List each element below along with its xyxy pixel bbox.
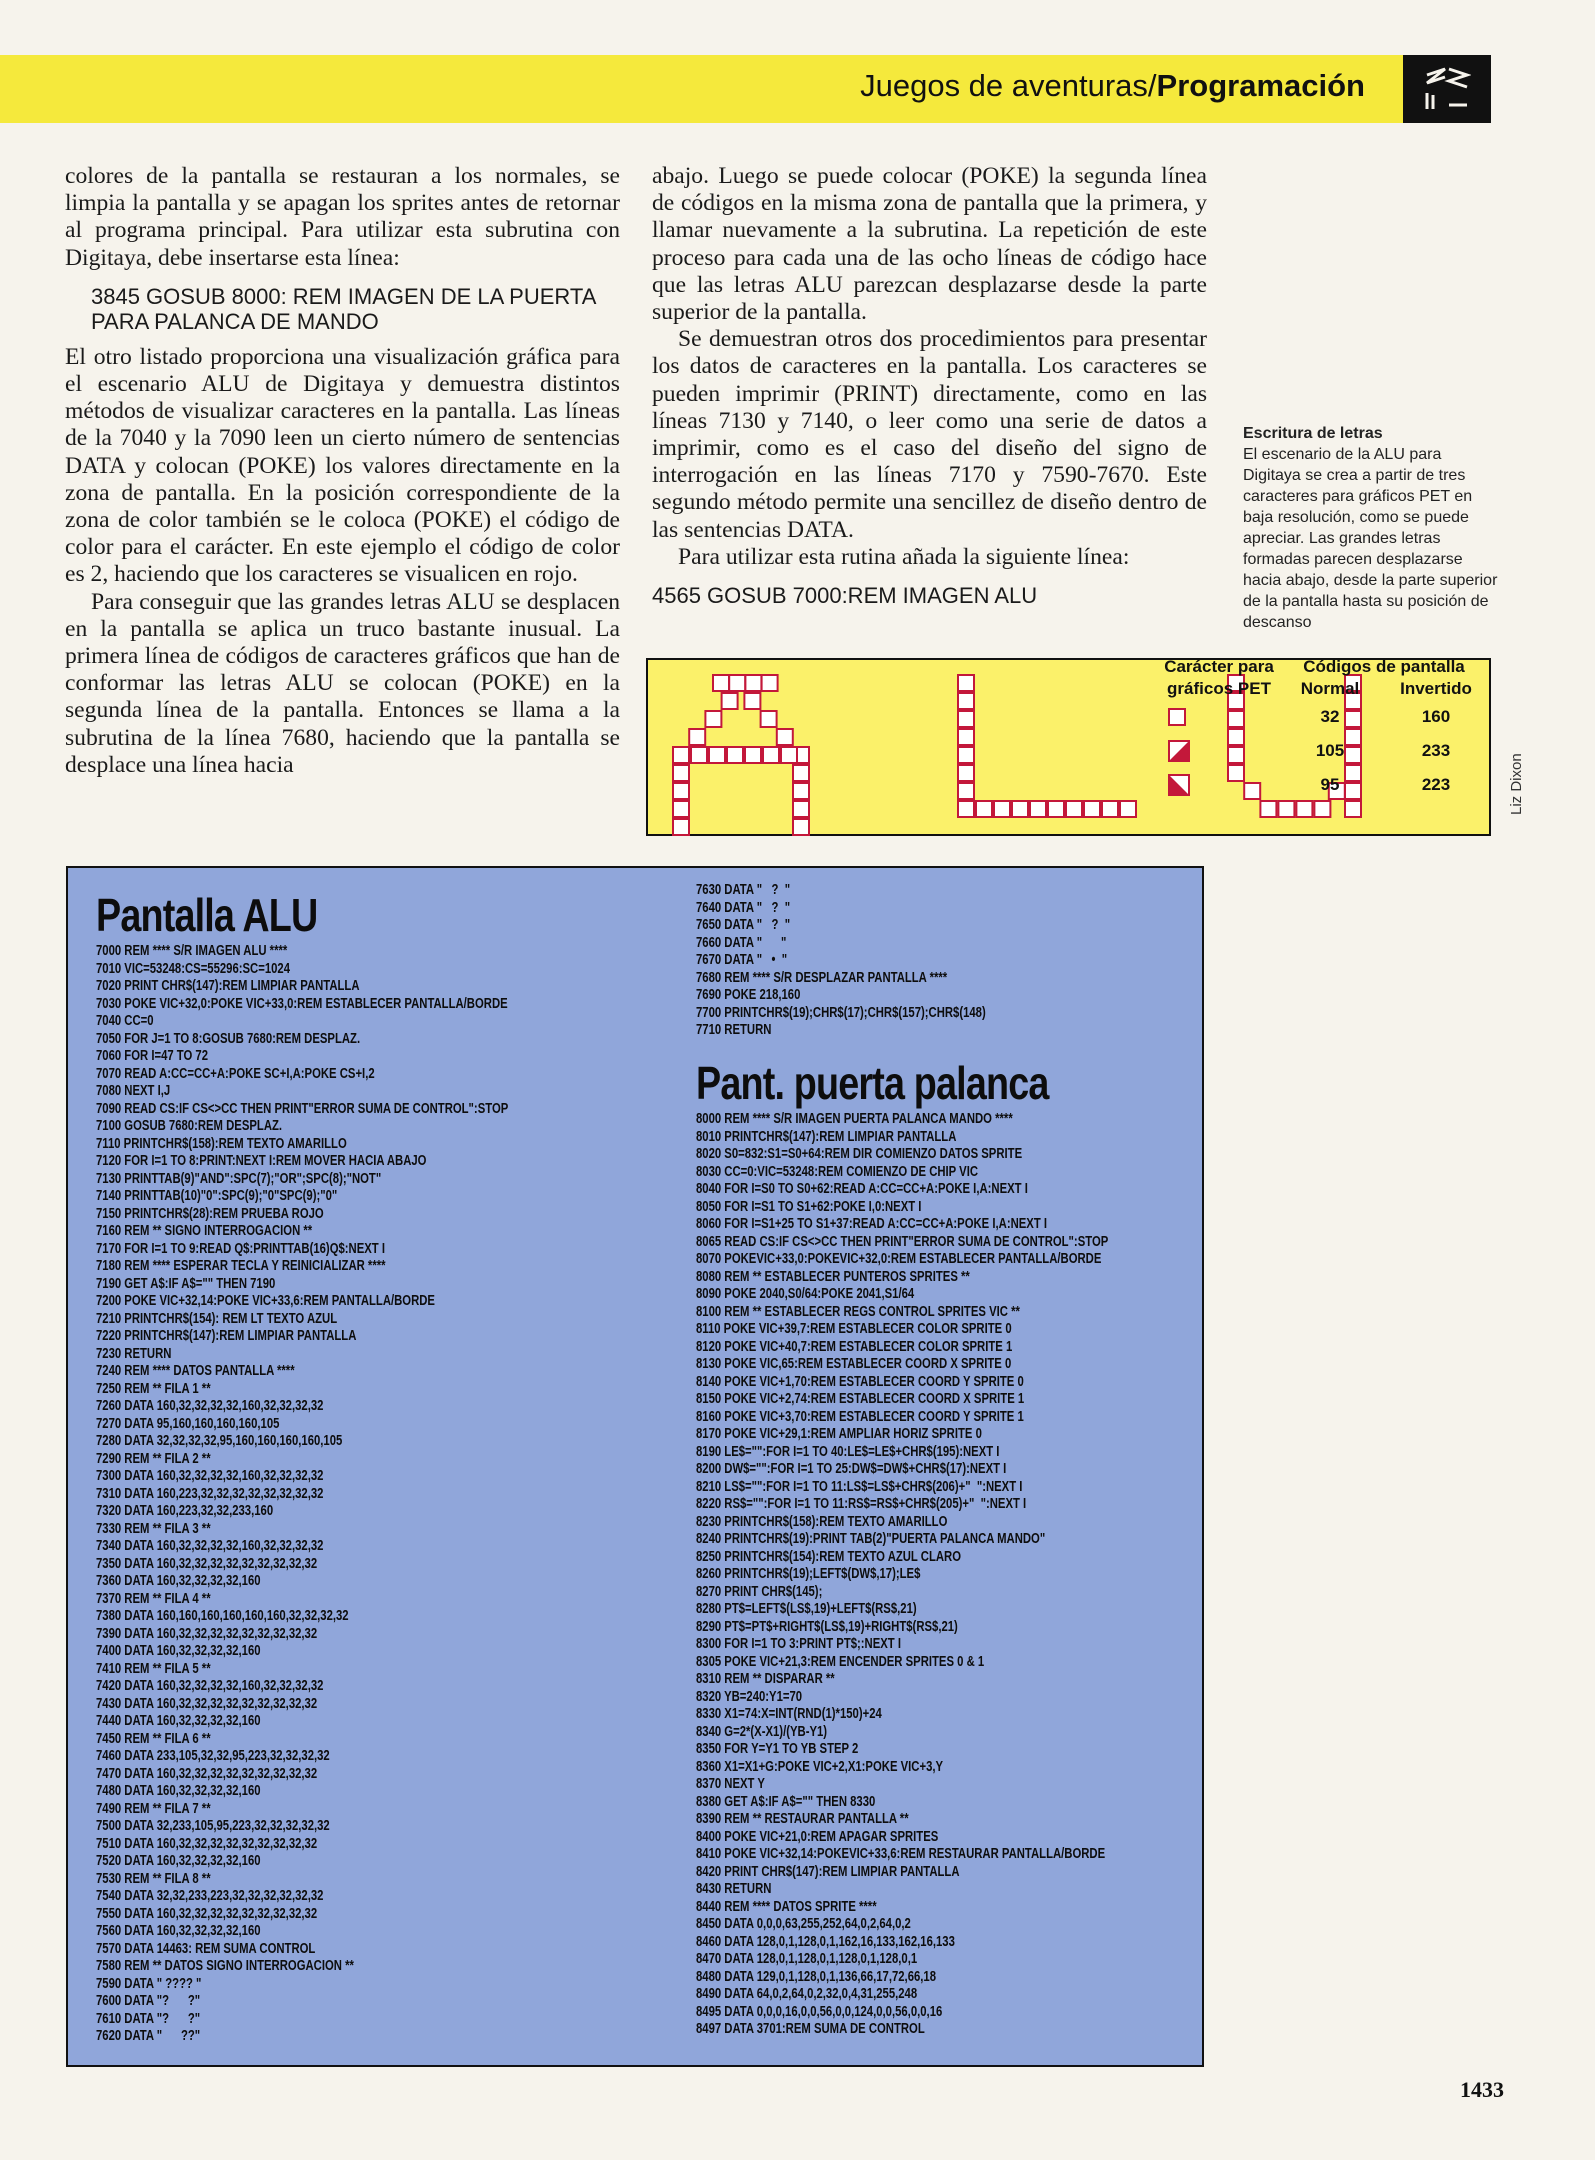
alu-block [793,765,809,781]
alu-block [689,729,705,745]
program-listing-box [66,866,1204,2067]
header-section: Juegos de aventuras/ [860,68,1157,103]
table-header-character-2: gráficos PET [1167,679,1271,698]
alu-block [691,747,707,763]
table-row [1160,700,1490,734]
caption-text: El escenario de la ALU para Digitaya se crea a partir de tres caracteres para gráficos PET en baja resolución, como se puede apreciar. Las grandes letras formadas parecen desplazarse hacia abajo, desde la parte superior de la pantalla hasta su posición de descanso [1243,446,1498,631]
listing-title-door: Pant. puerta palanca [696,1057,1049,1109]
alu-block [762,675,778,691]
table-row [1160,734,1490,768]
alu-block [713,675,729,691]
alu-block [958,729,974,745]
table-cell-normal: 95 [1320,775,1340,794]
paragraph: abajo. Luego se puede colocar (POKE) la segunda línea de códigos en la misma zona de pantalla que la primera, y llamar nuevamente a la subrutina. La repetición de este proceso para cada una de las ocho líneas de código hace que las letras ALU parezcan desplazarse desde la parte superior de la pantalla. [652,163,1207,326]
alu-block [1120,801,1136,817]
alu-block [958,801,974,817]
pet-char-blank-icon [1168,708,1186,726]
alu-block [673,783,689,799]
paragraph: Para conseguir que las grandes letras ALU se desplacen en la pantalla se aplica un truco bastante inusual. La primera línea de códigos de caracteres gráficos que han de conformar las letras ALU se colocan (POKE) en la segunda línea de la pantalla. Entonces se llama a la subrutina de la línea 7680, haciendo que la pantalla se desplace una línea hacia [65,588,620,778]
pet-graphics-table [1160,656,1490,802]
alu-block [1066,801,1082,817]
alu-block [1314,801,1330,817]
alu-block [994,801,1010,817]
page-number: 1433 [1460,2077,1504,2102]
alu-block [1048,801,1064,817]
caption-title: Escritura de letras [1243,425,1383,442]
alu-block [744,693,760,709]
alu-block [722,693,738,709]
listing-code-alu: 7000 REM **** S/R IMAGEN ALU **** 7010 VIC=53248:CS=55296:SC=1024 7020 PRINT CHR$(147):REM LIMPIAR PANTALLA 7030 POKE VIC+32,0:POKE VIC+33,0:REM ESTABLECER PANTALLA/BORDE 7040 CC=0 7050 FOR J=1 TO 8:GOSUB 7680:REM DESPLAZ. 7060 FOR I=47 TO 72 7070 READ A:CC=CC+A:POKE SC+I,A:POKE CS+I,2 7080 NEXT I,J 7090 READ CS:IF CS<>CC THEN PRINT"ERROR SUMA DE CONTROL":STOP 7100 GOSUB 7680:REM DESPLAZ. 7110 PRINTCHR$(158):REM TEXTO AMARILLO 7120 FOR I=1 TO 8:PRINT:NEXT I:REM MOVER HACIA ABAJO 7130 PRINTTAB(9)"AND":SPC(7);"OR";SPC(8);"NOT" 7140 PRINTTAB(10)"0":SPC(9);"0"SPC(9);"0" 7150 PRINTCHR$(28):REM PRUEBA ROJO 7160 REM ** SIGNO INTERROGACION ** 7170 FOR I=1 TO 9:READ Q$:PRINTTAB(16)Q$:NEXT I 7180 REM **** ESPERAR TECLA Y REINICIALIZAR **** 7190 GET A$:IF A$="" THEN 7190 7200 POKE VIC+32,14:POKE VIC+33,6:REM PANTALLA/BORDE 7210 PRINTCHR$(154): REM LT TEXTO AZUL 7220 PRINTCHR$(147):REM LIMPIAR PANTALLA 7230 RETURN 7240 REM **** DATOS PANTALLA **** 7250 REM ** FILA 1 ** 7260 DATA 160,32,32,32,32,160,32,32,32,32 7270 DATA 95,160,160,160,160,105 7280 DATA 32,32,32,32,95,160,160,160,160,105 7290 REM ** FILA 2 ** 7300 DATA 160,32,32,32,32,160,32,32,32,32 7310 DATA 160,223,32,32,32,32,32,32,32,32 7320 DATA 160,223,32,32,233,160 7330 REM ** FILA 3 ** 7340 DATA 160,32,32,32,32,160,32,32,32,32 7350 DATA 160,32,32,32,32,32,32,32,32,32 7360 DATA 160,32,32,32,32,160 7370 REM ** FILA 4 ** 7380 DATA 160,160,160,160,160,160,32,32,32,32 7390 DATA 160,32,32,32,32,32,32,32,32,32 7400 DATA 160,32,32,32,32,160 7410 REM ** FILA 5 ** 7420 DATA 160,32,32,32,32,160,32,32,32,32 7430 DATA 160,32,32,32,32,32,32,32,32,32 7440 DATA 160,32,32,32,32,160 7450 REM ** FILA 6 ** 7460 DATA 233,105,32,32,95,223,32,32,32,32 7470 DATA 160,32,32,32,32,32,32,32,32,32 7480 DATA 160,32,32,32,32,160 7490 REM ** FILA 7 ** 7500 DATA 32,233,105,95,223,32,32,32,32,32 7510 DATA 160,32,32,32,32,32,32,32,32,32 7520 DATA 160,32,32,32,32,160 7530 REM ** FILA 8 ** 7540 DATA 32,32,233,223,32,32,32,32,32,32 7550 DATA 160,32,32,32,32,32,32,32,32,32 7560 DATA 160,32,32,32,32,160 7570 DATA 14463: REM SUMA CONTROL 7580 REM ** DATOS SIGNO INTERROGACION ** 7590 DATA " ???? " 7600 DATA "? ?" 7610 DATA "? ?" 7620 DATA " ??" [96,943,509,2044]
alu-block [673,819,689,835]
alu-block [958,765,974,781]
alu-block [976,801,992,817]
alu-block [777,729,793,745]
alu-block [958,693,974,709]
table-header-normal: Normal [1300,679,1360,698]
alu-block [793,801,809,817]
pet-char-diag-right-icon [1168,740,1190,762]
zigzag-icon [1403,55,1491,123]
alu-block [729,675,745,691]
listing-code-alu-cont: 7630 DATA " ? " 7640 DATA " ? " 7650 DATA " ? " 7660 DATA " " 7670 DATA " • " 7680 REM **** S/R DESPLAZAR PANTALLA **** 7690 POKE 218,160 7700 PRINTCHR$(19);CHR$(17);CHR$(157);CHR$(148) 7710 RETURN [696,882,986,1038]
alu-block [958,747,974,763]
code-snippet: 4565 GOSUB 7000:REM IMAGEN ALU [652,583,1038,609]
alu-block [709,747,725,763]
alu-block [705,711,721,727]
paragraph: Para utilizar esta rutina añada la siguiente línea: [678,543,1130,570]
article-column-1 [65,163,620,779]
header-topic: Programación [1156,68,1365,103]
paragraph: El otro listado proporciona una visualización gráfica para el escenario ALU de Digitaya y demuestra distintos métodos de visualizar caracteres en la pantalla. Las líneas de la 7040 y la 7090 leen un cierto número de sentencias DATA y colocan (POKE) los valores directamente en la zona de pantalla. En la posición correspondiente de la zona de color también se le coloca (POKE) el código de color para el carácter. En este ejemplo el código de color es 2, haciendo que los caracteres se visualicen en rojo. [65,343,620,588]
alu-block [793,783,809,799]
pet-char-diag-left-icon [1168,774,1190,796]
alu-block [1030,801,1046,817]
alu-block [727,747,743,763]
alu-block [958,783,974,799]
table-cell-inverted: 223 [1421,775,1451,794]
table-cell-normal: 32 [1320,707,1340,726]
page-header-title [860,68,1365,104]
alu-block [761,711,777,727]
alu-block [958,711,974,727]
figure-caption [1243,423,1503,633]
alu-block [1012,801,1028,817]
alu-block [1260,801,1276,817]
table-row [1160,768,1490,802]
alu-block [1084,801,1100,817]
alu-block [1296,801,1312,817]
table-cell-inverted: 233 [1421,741,1451,760]
illustrator-credit: Liz Dixon [1508,753,1525,815]
alu-block [1278,801,1294,817]
table-header-inverted: Invertido [1400,679,1472,698]
alu-block [763,747,779,763]
listing-code-door: 8000 REM **** S/R IMAGEN PUERTA PALANCA MANDO **** 8010 PRINTCHR$(147):REM LIMPIAR PANTALLA 8020 S0=832:S1=S0+64:REM DIR COMIENZO DATOS SPRITE 8030 CC=0:VIC=53248:REM COMIENZO DE CHIP VIC 8040 FOR I=S0 TO S0+62:READ A:CC=CC+A:POKE I,A:NEXT I 8050 FOR I=S1 TO S1+62:POKE I,0:NEXT I 8060 FOR I=S1+25 TO S1+37:READ A:CC=CC+A:POKE I,A:NEXT I 8065 READ CS:IF CS<>CC THEN PRINT"ERROR SUMA DE CONTROL":STOP 8070 POKEVIC+33,0:POKEVIC+32,0:REM ESTABLECER PANTALLA/BORDE 8080 REM ** ESTABLECER PUNTEROS SPRITES ** 8090 POKE 2040,S0/64:POKE 2041,S1/64 8100 REM ** ESTABLECER REGS CONTROL SPRITES VIC ** 8110 POKE VIC+39,7:REM ESTABLECER COLOR SPRITE 0 8120 POKE VIC+40,7:REM ESTABLECER COLOR SPRITE 1 8130 POKE VIC,65:REM ESTABLECER COORD X SPRITE 0 8140 POKE VIC+1,70:REM ESTABLECER COORD Y SPRITE 0 8150 POKE VIC+2,74:REM ESTABLECER COORD X SPRITE 1 8160 POKE VIC+3,70:REM ESTABLECER COORD Y SPRITE 1 8170 POKE VIC+29,1:REM AMPLIAR HORIZ SPRITE 0 8190 LE$="":FOR I=1 TO 40:LE$=LE$+CHR$(195):NEXT I 8200 DW$="":FOR I=1 TO 25:DW$=DW$+CHR$(17):NEXT I 8210 LS$="":FOR I=1 TO 11:LS$=LS$+CHR$(206)+" ":NEXT I 8220 RS$="":FOR I=1 TO 11:RS$=RS$+CHR$(205)+" ":NEXT I 8230 PRINTCHR$(158):REM TEXTO AMARILLO 8240 PRINTCHR$(19):PRINT TAB(2)"PUERTA PALANCA MANDO" 8250 PRINTCHR$(154):REM TEXTO AZUL CLARO 8260 PRINTCHR$(19);LEFT$(DW$,17);LE$ 8270 PRINT CHR$(145); 8280 PT$=LEFT$(LS$,19)+LEFT$(RS$,21) 8290 PT$=PT$+RIGHT$(LS$,19)+RIGHT$(RS$,21) 8300 FOR I=1 TO 3:PRINT PT$;:NEXT I 8305 POKE VIC+21,3:REM ENCENDER SPRITES 0 & 1 8310 REM ** DISPARAR ** 8320 YB=240:Y1=70 8330 X1=74:X=INT(RND(1)*150)+24 8340 G=2*(X-X1)/(YB-Y1) 8350 FOR Y=Y1 TO YB STEP 2 8360 X1=X1+G:POKE VIC+2,X1:POKE VIC+3,Y 8370 NEXT Y 8380 GET A$:IF A$="" THEN 8330 8390 REM ** RESTAURAR PANTALLA ** 8400 POKE VIC+21,0:REM APAGAR SPRITES 8410 POKE VIC+32,14:POKEVIC+33,6:REM RESTAURAR PANTALLA/BORDE 8420 PRINT CHR$(147):REM LIMPIAR PANTALLA 8430 RETURN 8440 REM **** DATOS SPRITE **** 8450 DATA 0,0,0,63,255,252,64,0,2,64,0,2 8460 DATA 128,0,1,128,0,1,162,16,133,162,16,133 8470 DATA 128,0,1,128,0,1,128,0,1,128,0,1 8480 DATA 129,0,1,128,0,1,136,66,17,72,66,18 8490 DATA 64,0,2,64,0,2,32,0,4,31,255,248 8495 DATA 0,0,0,16,0,0,56,0,0,124,0,0,56,0,0,16 8497 DATA 3701:REM SUMA DE CONTROL [696,1111,1109,2037]
paragraph: Se demuestran otros dos procedimientos para presentar los datos de caracteres en la pantalla. Los caracteres se pueden imprimir (PRINT) directamente, como en las líneas 7130 y 7140, o leer como una serie de datos a imprimir, como es el caso del diseño del signo de interrogación en las líneas 7170 y 7590-7670. Este segundo método permite una sencillez de diseño dentro de las sentencias DATA. [652,326,1207,543]
alu-block [673,747,689,763]
paragraph: colores de la pantalla se restauran a los normales, se limpia la pantalla y se apagan los sprites antes de retornar al programa principal. Para utilizar esta subrutina con Digitaya, debe insertarse esta línea: [65,163,620,271]
alu-block [673,765,689,781]
table-cell-normal: 105 [1315,741,1345,760]
article-column-2 [652,163,1207,608]
alu-block [1102,801,1118,817]
code-snippet: 3845 GOSUB 8000: REM IMAGEN DE LA PUERTA PARA PALANCA DE MANDO [91,283,596,334]
table-cell-inverted: 160 [1421,707,1451,726]
table-header-character: Carácter para [1164,657,1274,676]
alu-block [745,675,761,691]
alu-block [1345,801,1361,817]
alu-block [745,747,761,763]
alu-block [958,675,974,691]
alu-block [673,801,689,817]
alu-block [793,819,809,835]
table-header-codes: Códigos de pantalla [1303,657,1465,676]
listing-title-alu: Pantalla ALU [96,889,318,941]
alu-block [781,747,797,763]
